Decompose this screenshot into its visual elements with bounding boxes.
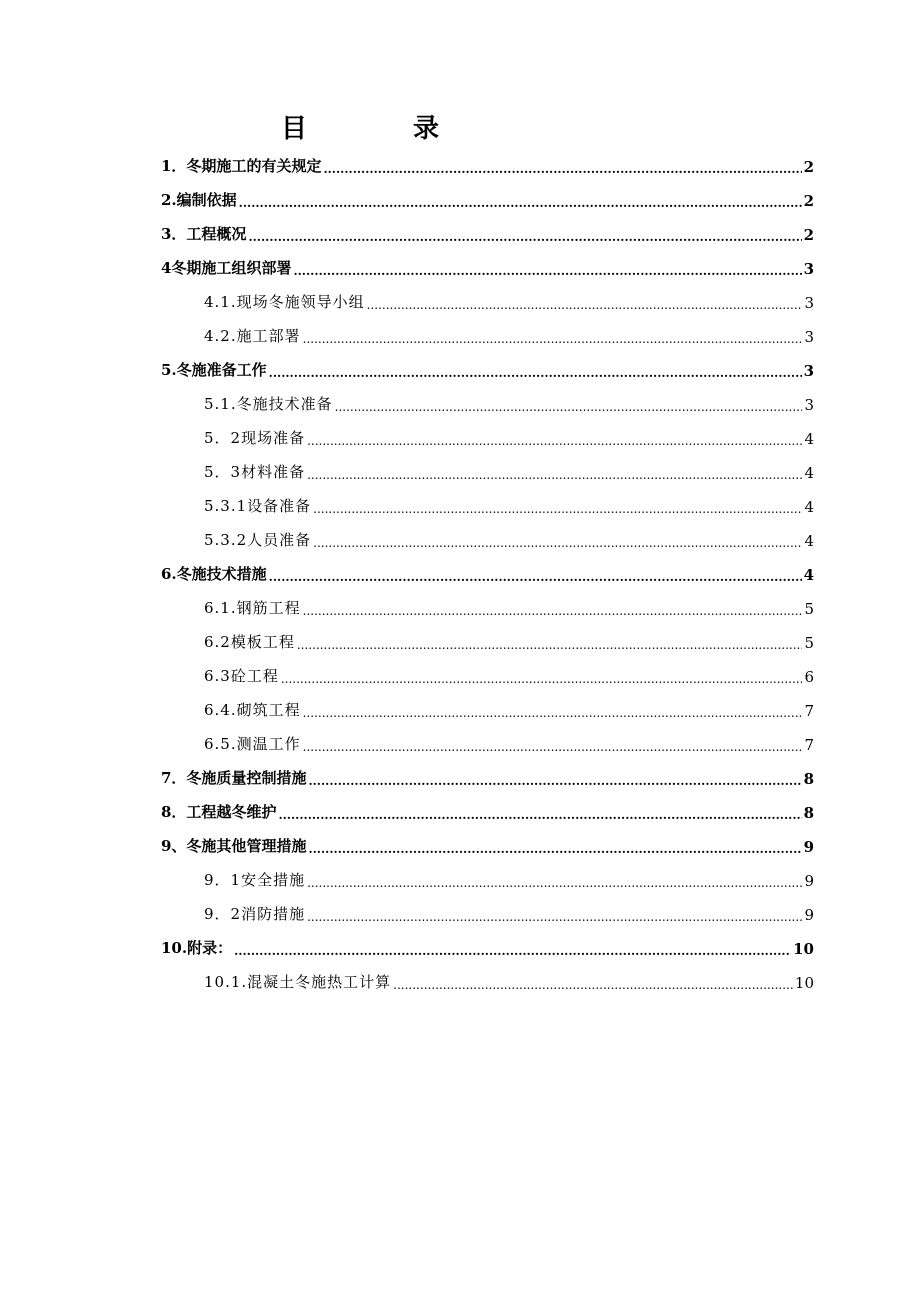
toc-entry-label: 8．工程越冬维护 bbox=[161, 803, 277, 821]
toc-title-char-2: 录 bbox=[413, 114, 440, 144]
toc-entry-label: 4.1.现场冬施领导小组 bbox=[204, 293, 365, 311]
toc-entry[interactable] bbox=[204, 450, 814, 482]
toc-entry-page: 10 bbox=[794, 974, 814, 992]
toc-entry[interactable] bbox=[204, 960, 814, 992]
toc-entry-page: 2 bbox=[803, 158, 814, 176]
toc-entry-page: 5 bbox=[804, 600, 814, 618]
toc-entry[interactable] bbox=[161, 144, 814, 176]
toc-entry-page: 8 bbox=[803, 804, 814, 822]
toc-entry-page: 3 bbox=[803, 260, 814, 278]
toc-entry-page: 3 bbox=[804, 396, 814, 414]
toc-entry[interactable] bbox=[204, 688, 814, 720]
toc-entry[interactable] bbox=[204, 722, 814, 754]
toc-entry-page: 6 bbox=[804, 668, 814, 686]
toc-entry-label: 5.3.2人员准备 bbox=[204, 531, 312, 549]
toc-entry[interactable] bbox=[204, 620, 814, 652]
toc-entry[interactable] bbox=[204, 654, 814, 686]
toc-entry[interactable] bbox=[204, 518, 814, 550]
toc-entry-page: 3 bbox=[804, 294, 814, 312]
toc-leader-dots bbox=[269, 366, 802, 380]
toc-entry[interactable] bbox=[204, 280, 814, 312]
toc-entry-page: 4 bbox=[804, 430, 814, 448]
toc-leader-dots bbox=[303, 332, 803, 346]
toc-entry-label: 5.1.冬施技术准备 bbox=[204, 395, 333, 413]
toc-entry[interactable] bbox=[161, 756, 814, 788]
toc-leader-dots bbox=[307, 468, 802, 482]
toc-leader-dots bbox=[323, 162, 801, 176]
toc-entry[interactable] bbox=[161, 790, 814, 822]
toc-entry[interactable] bbox=[204, 416, 814, 448]
toc-entry-label: 6.冬施技术措施 bbox=[161, 565, 267, 583]
toc-entry-label: 10.附录： bbox=[161, 939, 233, 957]
toc-entry-label: 9、冬施其他管理措施 bbox=[161, 837, 307, 855]
toc-entry[interactable] bbox=[204, 858, 814, 890]
toc-entry-page: 7 bbox=[804, 736, 814, 754]
toc-title-char-1: 目 bbox=[281, 114, 308, 144]
toc-entry-page: 10 bbox=[793, 940, 814, 958]
toc-entry[interactable] bbox=[204, 892, 814, 924]
toc-leader-dots bbox=[313, 502, 802, 516]
toc-entry-label: 5．3材料准备 bbox=[204, 463, 306, 481]
toc-entry-label: 9．1安全措施 bbox=[204, 871, 306, 889]
toc-entry-label: 4冬期施工组织部署 bbox=[161, 259, 292, 277]
toc-entry-page: 7 bbox=[804, 702, 814, 720]
toc-entry-label: 7．冬施质量控制措施 bbox=[161, 769, 307, 787]
toc-leader-dots bbox=[269, 570, 802, 584]
toc-leader-dots bbox=[293, 264, 801, 278]
toc-entry-label: 6.3砼工程 bbox=[204, 667, 279, 685]
toc-leader-dots bbox=[393, 978, 793, 992]
toc-leader-dots bbox=[367, 298, 803, 312]
toc-entry[interactable] bbox=[204, 382, 814, 414]
toc-leader-dots bbox=[307, 434, 802, 448]
toc-entry-label: 6.1.钢筋工程 bbox=[204, 599, 301, 617]
toc-entry[interactable] bbox=[204, 484, 814, 516]
toc-entry-page: 2 bbox=[803, 192, 814, 210]
toc-entry[interactable] bbox=[161, 246, 814, 278]
toc-entry-page: 4 bbox=[804, 532, 814, 550]
toc-entry-page: 2 bbox=[803, 226, 814, 244]
toc-entry-label: 9．2消防措施 bbox=[204, 905, 306, 923]
toc-leader-dots bbox=[303, 740, 803, 754]
toc-entry-label: 6.5.测温工作 bbox=[204, 735, 301, 753]
toc-leader-dots bbox=[234, 944, 791, 958]
toc-leader-dots bbox=[307, 910, 802, 924]
toc-entry-label: 3．工程概况 bbox=[161, 225, 247, 243]
toc-entry-page: 4 bbox=[804, 498, 814, 516]
toc-entry[interactable] bbox=[161, 212, 814, 244]
toc-entry[interactable] bbox=[161, 348, 814, 380]
toc-entry-page: 5 bbox=[804, 634, 814, 652]
toc-entry-label: 6.4.砌筑工程 bbox=[204, 701, 301, 719]
toc-leader-dots bbox=[239, 196, 802, 210]
toc-leader-dots bbox=[303, 706, 803, 720]
toc-entry[interactable] bbox=[161, 926, 814, 958]
toc-entry[interactable] bbox=[161, 178, 814, 210]
toc-leader-dots bbox=[303, 604, 803, 618]
toc-leader-dots bbox=[278, 808, 801, 822]
toc-entry-page: 8 bbox=[803, 770, 814, 788]
toc-entry-label: 5．2现场准备 bbox=[204, 429, 306, 447]
toc-entry-label: 5.冬施准备工作 bbox=[161, 361, 267, 379]
toc-leader-dots bbox=[307, 876, 802, 890]
toc-entry-label: 6.2模板工程 bbox=[204, 633, 295, 651]
toc-entry[interactable] bbox=[204, 586, 814, 618]
toc-entry-label: 10.1.混凝土冬施热工计算 bbox=[204, 973, 392, 991]
toc-leader-dots bbox=[297, 638, 803, 652]
toc-title bbox=[0, 108, 920, 142]
toc-leader-dots bbox=[308, 842, 801, 856]
toc-entry-page: 4 bbox=[804, 464, 814, 482]
toc-entry-page: 3 bbox=[804, 328, 814, 346]
toc-entry-label: 5.3.1设备准备 bbox=[204, 497, 312, 515]
toc-entry[interactable] bbox=[161, 824, 814, 856]
toc-entry-label: 1．冬期施工的有关规定 bbox=[161, 157, 322, 175]
toc-entry-label: 2.编制依据 bbox=[161, 191, 237, 209]
toc-entry-label: 4.2.施工部署 bbox=[204, 327, 301, 345]
toc-entry-page: 4 bbox=[803, 566, 814, 584]
toc-entry[interactable] bbox=[204, 314, 814, 346]
toc-leader-dots bbox=[308, 774, 801, 788]
toc-entry-page: 3 bbox=[803, 362, 814, 380]
toc-leader-dots bbox=[248, 230, 801, 244]
toc-leader-dots bbox=[335, 400, 803, 414]
toc-entry-page: 9 bbox=[804, 872, 814, 890]
toc-entry-page: 9 bbox=[804, 906, 814, 924]
toc-leader-dots bbox=[281, 672, 803, 686]
toc-entry[interactable] bbox=[161, 552, 814, 584]
toc-leader-dots bbox=[313, 536, 802, 550]
toc-entry-page: 9 bbox=[803, 838, 814, 856]
